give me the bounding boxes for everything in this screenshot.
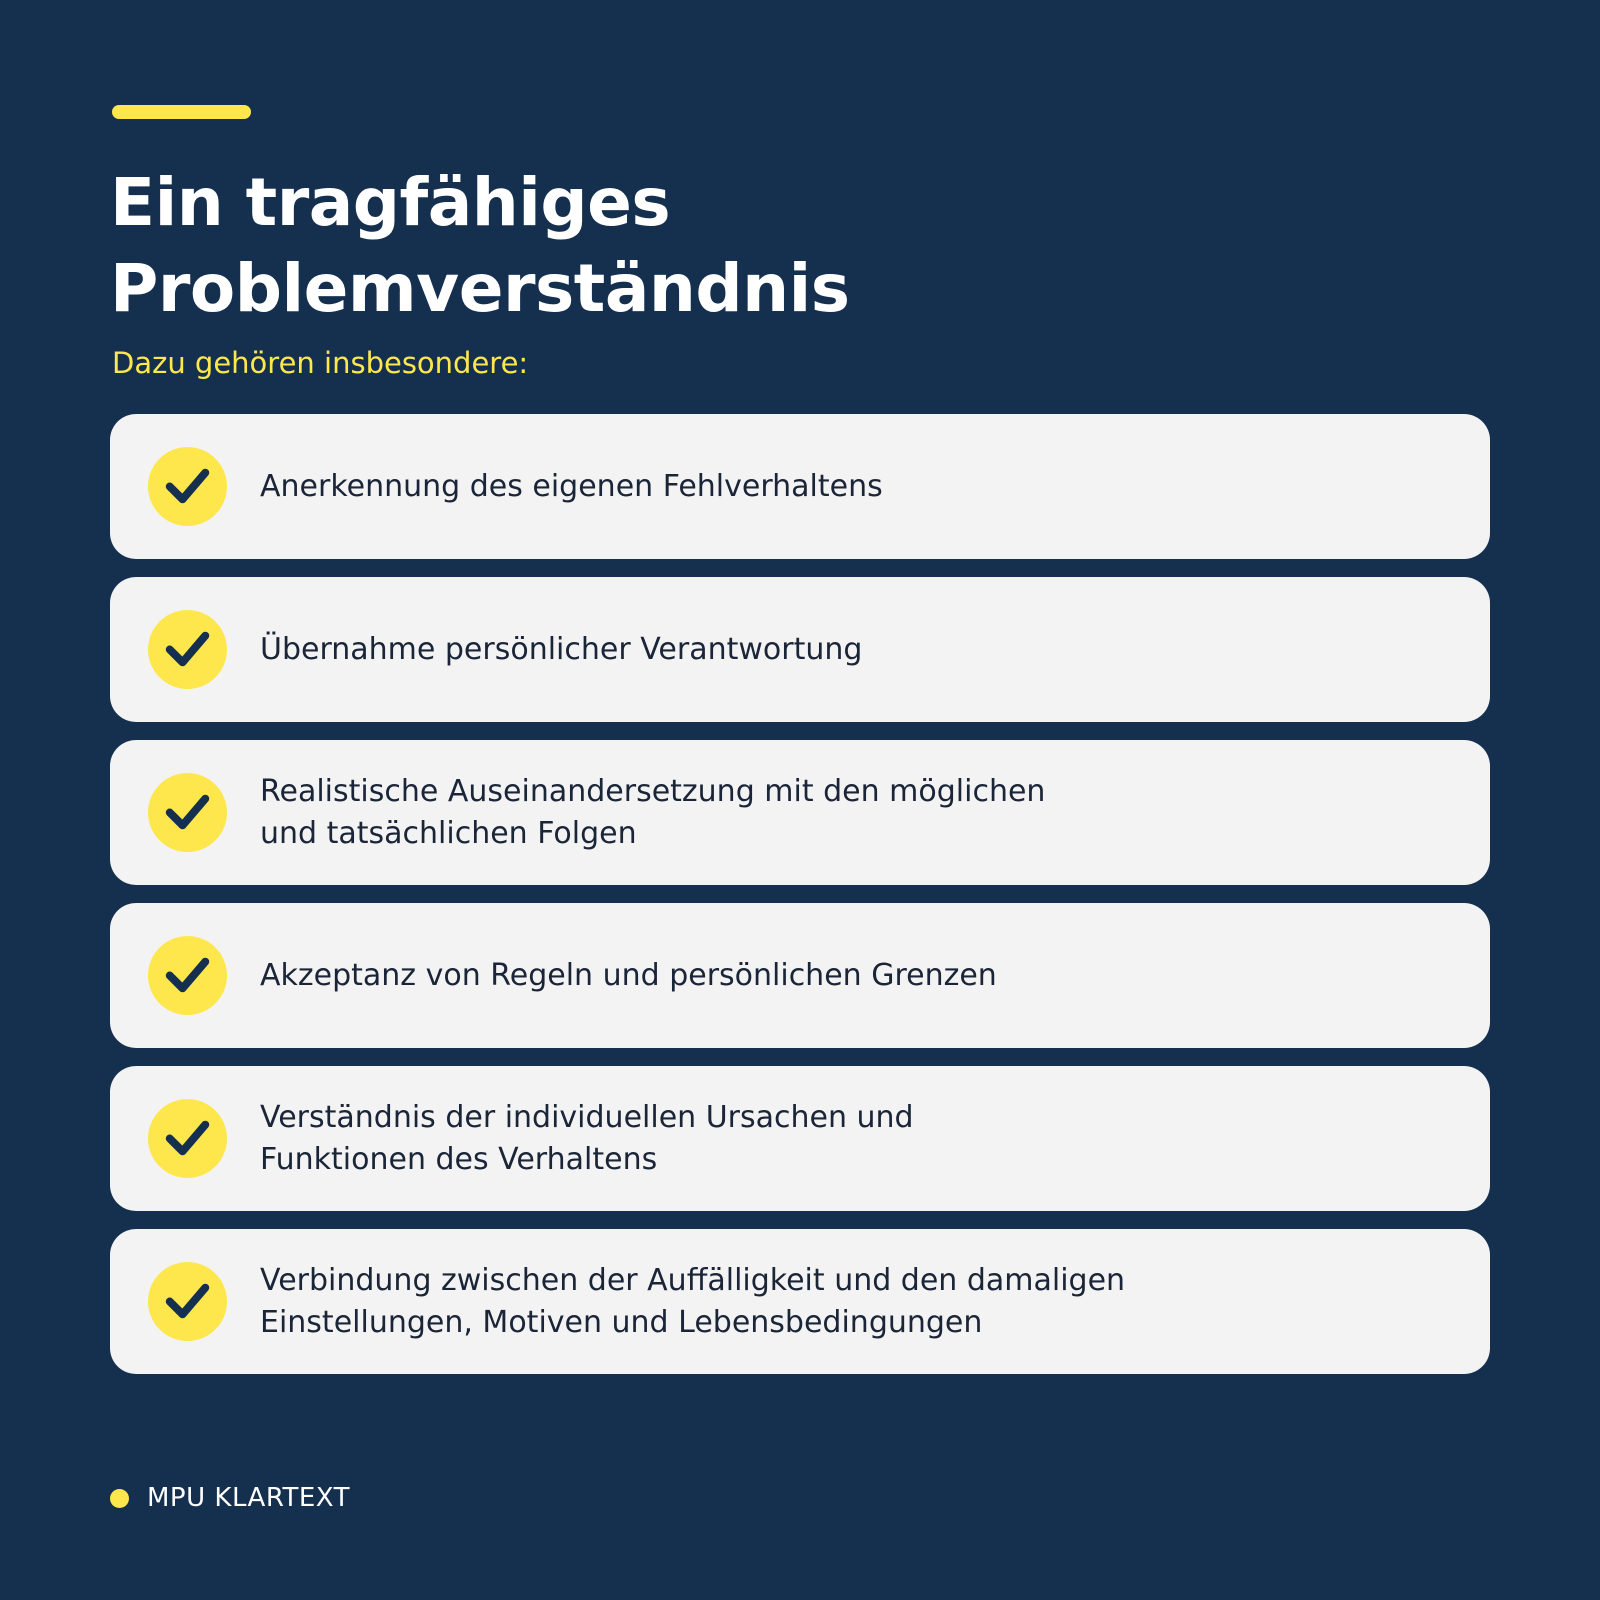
check-icon bbox=[148, 610, 227, 689]
check-icon bbox=[148, 773, 227, 852]
page-title-line: Problemverständnis bbox=[110, 250, 850, 327]
list-item-line: Einstellungen, Motiven und Lebensbedingungen bbox=[260, 1304, 983, 1340]
brand-dot-icon bbox=[110, 1489, 129, 1508]
list-item-line: Übernahme persönlicher Verantwortung bbox=[260, 631, 863, 667]
list-item-text bbox=[260, 414, 1450, 559]
list-item-line: Akzeptanz von Regeln und persönlichen Grenzen bbox=[260, 957, 997, 993]
check-icon bbox=[148, 447, 227, 526]
list-item bbox=[110, 740, 1490, 885]
list-item bbox=[110, 903, 1490, 1048]
list-item bbox=[110, 577, 1490, 722]
list-item-line: Realistische Auseinandersetzung mit den möglichen bbox=[260, 773, 1046, 809]
accent-bar bbox=[112, 105, 251, 119]
page-title bbox=[110, 160, 1410, 332]
list-item-line: Funktionen des Verhaltens bbox=[260, 1141, 658, 1177]
list-item-text bbox=[260, 1066, 1450, 1211]
list-item-text bbox=[260, 577, 1450, 722]
list-item bbox=[110, 1229, 1490, 1374]
footer-brand bbox=[110, 1478, 350, 1518]
check-icon bbox=[148, 936, 227, 1015]
list-item-text bbox=[260, 903, 1450, 1048]
list-item-text bbox=[260, 1229, 1450, 1374]
list-item-line: Verständnis der individuellen Ursachen und bbox=[260, 1099, 914, 1135]
list-item-line: und tatsächlichen Folgen bbox=[260, 815, 637, 851]
list-item bbox=[110, 1066, 1490, 1211]
list-item-text bbox=[260, 740, 1450, 885]
check-icon bbox=[148, 1262, 227, 1341]
brand-name: MPU KLARTEXT bbox=[147, 1483, 351, 1513]
check-icon bbox=[148, 1099, 227, 1178]
page-subtitle: Dazu gehören insbesondere: bbox=[112, 346, 529, 380]
list-item-line: Verbindung zwischen der Auffälligkeit und den damaligen bbox=[260, 1262, 1126, 1298]
page-title-line: Ein tragfähiges bbox=[110, 164, 671, 241]
list-item bbox=[110, 414, 1490, 559]
list-item-line: Anerkennung des eigenen Fehlverhaltens bbox=[260, 468, 883, 504]
